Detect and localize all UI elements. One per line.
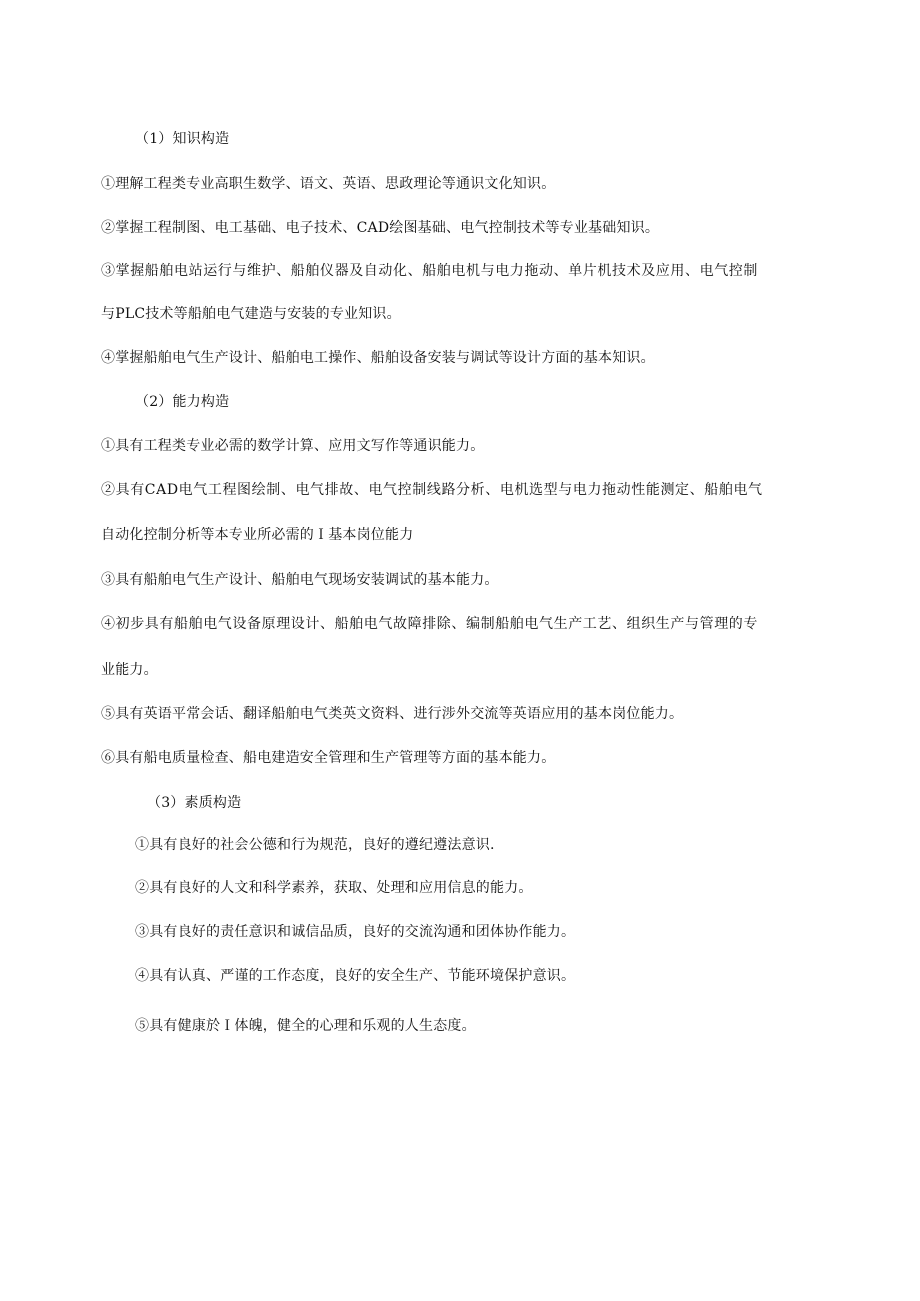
quality-item-5: ⑤具有健康於Ｉ体魄，健全的心理和乐观的人生态度。: [135, 1018, 476, 1034]
ability-item-4-line-1: ④初步具有船舶电气设备原理设计、船舶电气故障排除、编制船舶电气生产工艺、组织生产与管理的专: [101, 616, 758, 632]
ability-item-2-line-1: ②具有CAD电气工程图绘制、电气排故、电气控制线路分析、电机选型与电力拖动性能测定、船舶电气: [101, 482, 763, 498]
quality-item-3: ③具有良好的责任意识和诚信品质，良好的交流沟通和团体协作能力。: [135, 924, 576, 940]
section-heading-ability: （2）能力构造: [135, 394, 230, 410]
section-heading-knowledge: （1）知识构造: [135, 131, 230, 147]
ability-item-4-line-2: 业能力。: [101, 662, 158, 678]
quality-item-4: ④具有认真、严谨的工作态度，良好的安全生产、节能环境保护意识。: [135, 968, 576, 984]
ability-item-2-line-2: 自动化控制分析等本专业所必需的Ｉ基本岗位能力: [101, 527, 414, 543]
ability-item-3: ③具有船舶电气生产设计、船舶电气现场安装调试的基本能力。: [101, 572, 499, 588]
knowledge-item-4: ④掌握船舶电气生产设计、船舶电工操作、船舶设备安装与调试等设计方面的基本知识。: [101, 350, 655, 366]
knowledge-item-1: ①理解工程类专业高职生数学、语文、英语、思政理论等通识文化知识。: [101, 176, 556, 192]
section-heading-quality: （3）素质构造: [147, 795, 242, 811]
quality-item-2: ②具有良好的人文和科学素养，获取、处理和应用信息的能力。: [135, 880, 533, 896]
knowledge-item-3-line-1: ③掌握船舶电站运行与维护、船舶仪器及自动化、船舶电机与电力拖动、单片机技术及应用、电气控制: [101, 263, 758, 279]
knowledge-item-3-line-2: 与PLC技术等船舶电气建造与安装的专业知识。: [101, 306, 401, 322]
ability-item-6: ⑥具有船电质量检查、船电建造安全管理和生产管理等方面的基本能力。: [101, 750, 556, 766]
ability-item-1: ①具有工程类专业必需的数学计算、应用文写作等通识能力。: [101, 438, 485, 454]
quality-item-1: ①具有良好的社会公德和行为规范，良好的遵纪遵法意识.: [135, 837, 495, 853]
knowledge-item-2: ②掌握工程制图、电工基础、电子技术、CAD绘图基础、电气控制技术等专业基础知识。: [101, 220, 660, 236]
ability-item-5: ⑤具有英语平常会话、翻译船舶电气类英文资料、进行涉外交流等英语应用的基本岗位能力。: [101, 706, 684, 722]
